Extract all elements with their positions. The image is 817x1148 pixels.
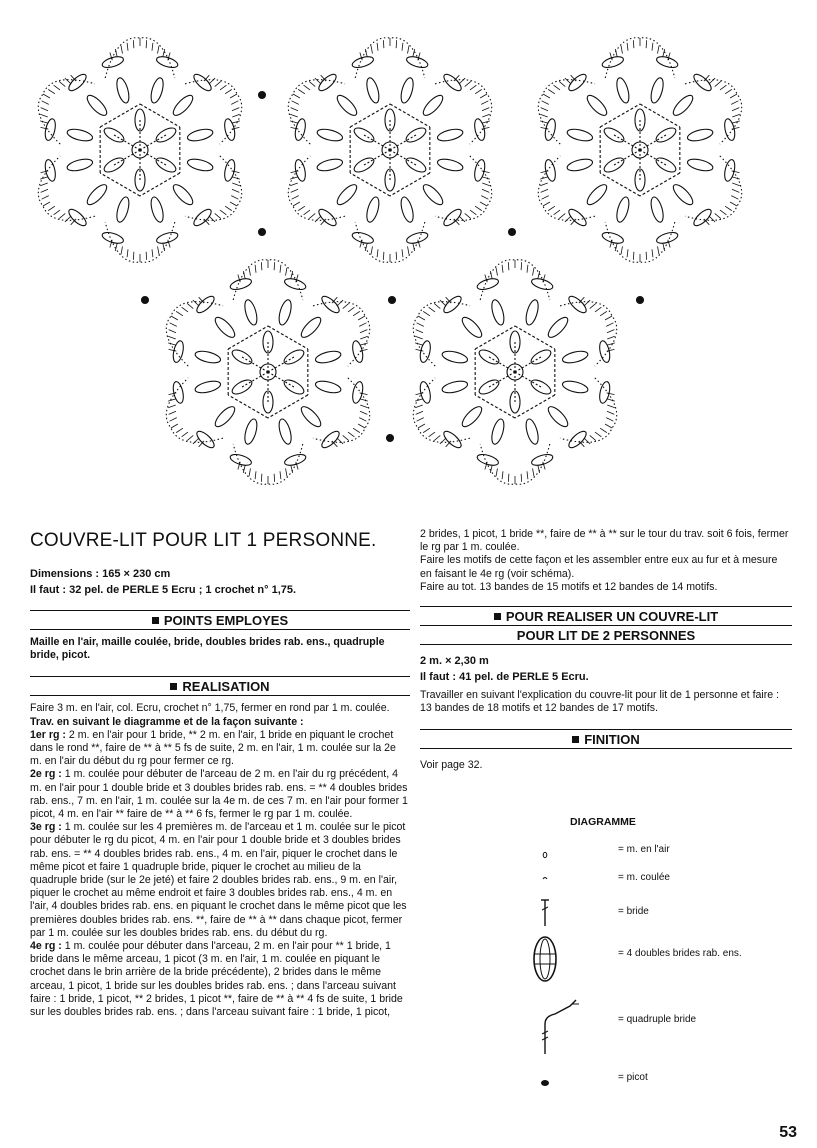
- quadruple-treble-icon: [530, 996, 590, 1056]
- realisation-heading: REALISATION: [30, 676, 410, 696]
- deux-materials: Il faut : 41 pel. de PERLE 5 Ecru.: [420, 671, 589, 684]
- slip-stitch-icon: [530, 872, 560, 892]
- bullet-square-icon: [152, 617, 159, 624]
- join-picot: [259, 229, 266, 236]
- cluster-icon: [530, 932, 560, 986]
- realisation-intro: Faire 3 m. en l'air, col. Ecru, crochet n° 1,75, fermer en rond par 1 m. coulée.: [30, 702, 390, 715]
- crochet-motif: [413, 260, 616, 485]
- legend-title: DIAGRAMME: [570, 816, 636, 828]
- join-picot: [637, 297, 644, 304]
- legend-row-quadruple: = quadruple bride: [530, 996, 790, 1056]
- rg4: 4e rg : 1 m. coulée pour débuter dans l'arceau, 2 m. en l'air pour ** 1 bride, 1 bride dans le même arceau, 1 picot (3 m. en l'air, 1 m. coulée en piquant le crochet dans le brin arrière de la bride précédente), 2 brides dans le même arceau, 1 picot, 1 bride sur les doubles brides rab. ens. ; dans l'arceau suivant faire : 1 bride, 1 picot, ** 2 brides, 1 picot **, faire de ** à ** 4 fs de suite, 1 bride sur les doubles brides rab. ens. ; dans l'arceau suivant faire : 1 bride, 1 picot,: [30, 940, 403, 1019]
- deux-text: Travailler en suivant l'explication du couvre-lit pour lit de 1 personne et faire : 13 bandes de 18 motifs et 12 bandes de 17 motifs.: [420, 689, 780, 715]
- legend-row-chain: = m. en l'air: [530, 844, 790, 864]
- rg3: 3e rg : 1 m. coulée sur les 4 premières m. de l'arceau et 1 m. coulée sur le picot pour débuter le rg du picot, 4 m. en l'air pour 1 double bride et 3 doubles brides rab. ens. = ** 4 doubles brides rab. ens., 4 m. en l'air, piquer le crochet dans le même picot et faire 1 quadruple bride, piquer le crochet au milieu de la quadruple bride (sur le 2e jeté) et faire 2 doubles brides rab. ens., 9 m. en l'air, piquer le crochet au même endroit et faire 3 doubles brides rab. ens., 4 m. en l'air, 4 doubles brides rab. ens. en piquant le crochet dans le même picot que les premières doubles brides rab. ens. **, faire de ** à ** dans chaque picot, fermer par 1 m. coulée sur les doubles brides rab. ens. du début du rg.: [30, 821, 407, 939]
- rg1: 1er rg : 2 m. en l'air pour 1 bride, ** 2 m. en l'air, 1 bride en piquant le crochet dans le rond **, faire de ** à ** 5 fs de suite, 2 m. en l'air, 1 m. coulée sur la 2e m. en l'air du début du rg pour fermer ce rg.: [30, 728, 396, 768]
- crochet-motif: [538, 38, 741, 263]
- rg2: 2e rg : 1 m. coulée pour débuter de l'arceau de 2 m. en l'air du rg précédent, 4 m. en l'air pour 1 double bride et 3 doubles brides rab. ens. = ** 4 doubles brides rab. ens., 7 m. en l'air, 1 m. coulée sur la 4e m. de ces 7 m. en l'air pour former 1 picot, 4 m. en l'air ** faire de ** à ** 6 fs, fermer le rg par 1 m. coulée.: [30, 768, 408, 821]
- legend-row-picot: = picot: [530, 1072, 790, 1092]
- bullet-square-icon: [572, 736, 579, 743]
- treble-icon: [530, 896, 560, 930]
- bullet-square-icon: [170, 683, 177, 690]
- finition-text: Voir page 32.: [420, 759, 483, 772]
- chain-icon: [530, 844, 560, 864]
- bullet-square-icon: [494, 613, 501, 620]
- right-column: [420, 528, 792, 773]
- crochet-diagram: [0, 0, 817, 515]
- legend-row-cluster: = 4 doubles brides rab. ens.: [530, 932, 790, 986]
- left-column: [30, 530, 410, 1019]
- total-text: Faire au tot. 13 bandes de 15 motifs et 12 bandes de 14 motifs.: [420, 580, 718, 593]
- deux-personnes-heading: POUR REALISER UN COUVRE-LIT POUR LIT DE 2 PERSONNES: [420, 606, 792, 645]
- crochet-motif: [288, 38, 491, 263]
- join-picot: [387, 435, 394, 442]
- rg4-continued: 2 brides, 1 picot, 1 bride **, faire de ** à ** sur le tour du trav. soit 6 fois, fermer le rg par 1 m. coulée.: [420, 528, 789, 554]
- deux-dims: 2 m. × 2,30 m: [420, 655, 489, 668]
- crochet-motif: [38, 38, 241, 263]
- motifs-text: Faire les motifs de cette façon et les assembler entre eux au fur et à mesure en faisant le 4e rg (voir schéma).: [420, 554, 778, 580]
- join-picot: [509, 229, 516, 236]
- points-employes-text: Maille en l'air, maille coulée, bride, doubles brides rab. ens., quadruple bride, picot.: [30, 636, 385, 662]
- join-picot: [389, 297, 396, 304]
- legend-row-slip: = m. coulée: [530, 872, 790, 892]
- join-picot: [259, 92, 266, 99]
- picot-icon: [530, 1072, 560, 1092]
- realisation-trav: Trav. en suivant le diagramme et de la façon suivante :: [30, 715, 304, 728]
- points-employes-heading: POINTS EMPLOYES: [30, 610, 410, 630]
- join-picot: [142, 297, 149, 304]
- dimensions: Dimensions : 165 × 230 cm: [30, 568, 171, 580]
- finition-heading: FINITION: [420, 729, 792, 749]
- crochet-motif: [166, 260, 369, 485]
- materials: Il faut : 32 pel. de PERLE 5 Ecru ; 1 crochet n° 1,75.: [30, 584, 297, 596]
- page-number: 53: [779, 1124, 797, 1141]
- legend-row-bride: = bride: [530, 896, 790, 930]
- page-title: COUVRE-LIT POUR LIT 1 PERSONNE.: [30, 530, 377, 551]
